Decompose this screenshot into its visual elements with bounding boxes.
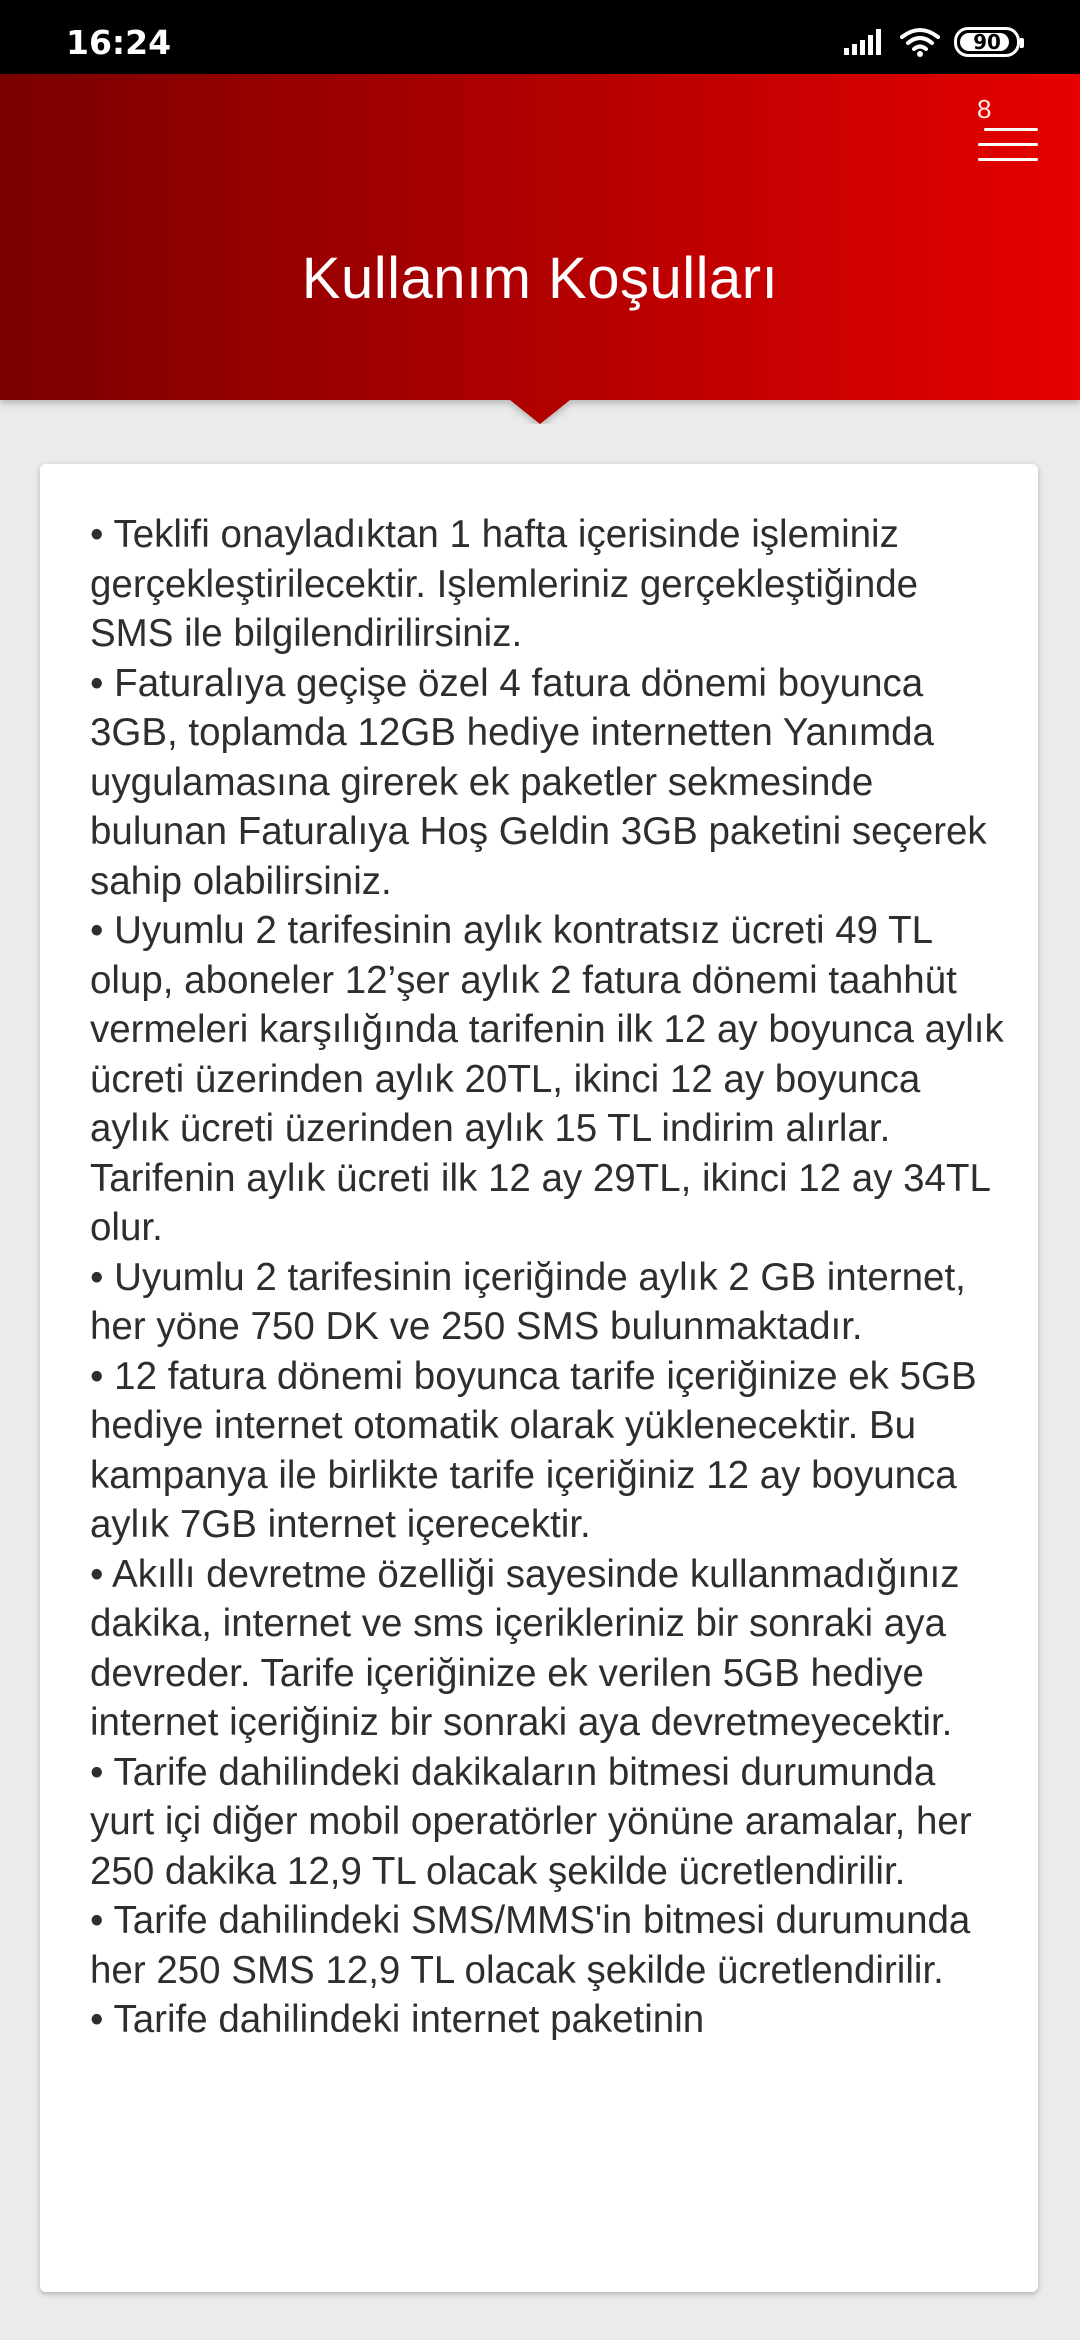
term-item: • Faturalıya geçişe özel 4 fatura dönemi boyunca 3GB, toplamda 12GB hediye internetten Yanımda uygulamasına girerek ek paketler sekmesinde bulunan Faturalıya Hoş Geldin 3GB paketini seçerek sahip olabilirsiniz. — [90, 661, 987, 903]
status-time: 16:24 — [66, 23, 172, 62]
wifi-icon — [900, 27, 940, 57]
term-item: • Tarife dahilindeki dakikaların bitmesi durumunda yurt içi diğer mobil operatörler yönüne aramalar, her 250 dakika 12,9 TL olacak şekilde ücretlendirilir. — [90, 1750, 972, 1893]
term-item: • Tarife dahilindeki internet paketinin — [90, 1998, 705, 2041]
term-item: • Tarife dahilindeki SMS/MMS'in bitmesi durumunda her 250 SMS 12,9 TL olacak şekilde ücretlendirilir. — [90, 1899, 971, 1992]
menu-badge: 8 — [977, 94, 992, 124]
term-item: • Teklifi onayladıktan 1 hafta içerisinde işleminiz gerçekleştirilecektir. Işlemleriniz gerçekleştiğinde SMS ile bilgilendirilirsiniz. — [90, 513, 919, 655]
battery-icon — [954, 27, 1020, 57]
page-title: Kullanım Koşulları — [301, 246, 779, 311]
battery-level: 90 — [973, 30, 1001, 54]
terms-card — [40, 464, 1038, 2292]
hamburger-menu-icon[interactable] — [978, 118, 1038, 168]
term-item: • 12 fatura dönemi boyunca tarife içeriğinize ek 5GB hediye internet otomatik olarak yüklenecektir. Bu kampanya ile birlikte tarife içeriğiniz 12 ay boyunca aylık 7GB internet içerecektir. — [90, 1354, 977, 1546]
terms-scroll-area[interactable] — [90, 510, 1010, 2270]
status-bar — [0, 0, 1080, 74]
term-item: • Akıllı devretme özelliği sayesinde kullanmadığınız dakika, internet ve sms içerikleriniz bir sonraki aya devreder. Tarife içeriğinize ek verilen 5GB hediye internet içeriğiniz bir sonraki aya devretmeyecektir. — [90, 1552, 960, 1744]
term-item: • Uyumlu 2 tarifesinin aylık kontratsız ücreti 49 TL olup, aboneler 12’şer aylık 2 fatura dönemi taahhüt vermeleri karşılığında tarifenin ilk 12 ay boyunca aylık ücreti üzerinden aylık 20TL, ikinci 12 ay boyunca aylık ücreti üzerinden aylık 15 TL indirim alırlar. Tarifenin aylık ücreti ilk 12 ay 29TL, ikinci 12 ay 34TL olur. — [90, 909, 1004, 1249]
signal-icon — [844, 29, 886, 55]
status-icons — [844, 26, 1020, 58]
term-item: • Uyumlu 2 tarifesinin içeriğinde aylık 2 GB internet, her yöne 750 DK ve 250 SMS bulunmaktadır. — [90, 1255, 966, 1348]
